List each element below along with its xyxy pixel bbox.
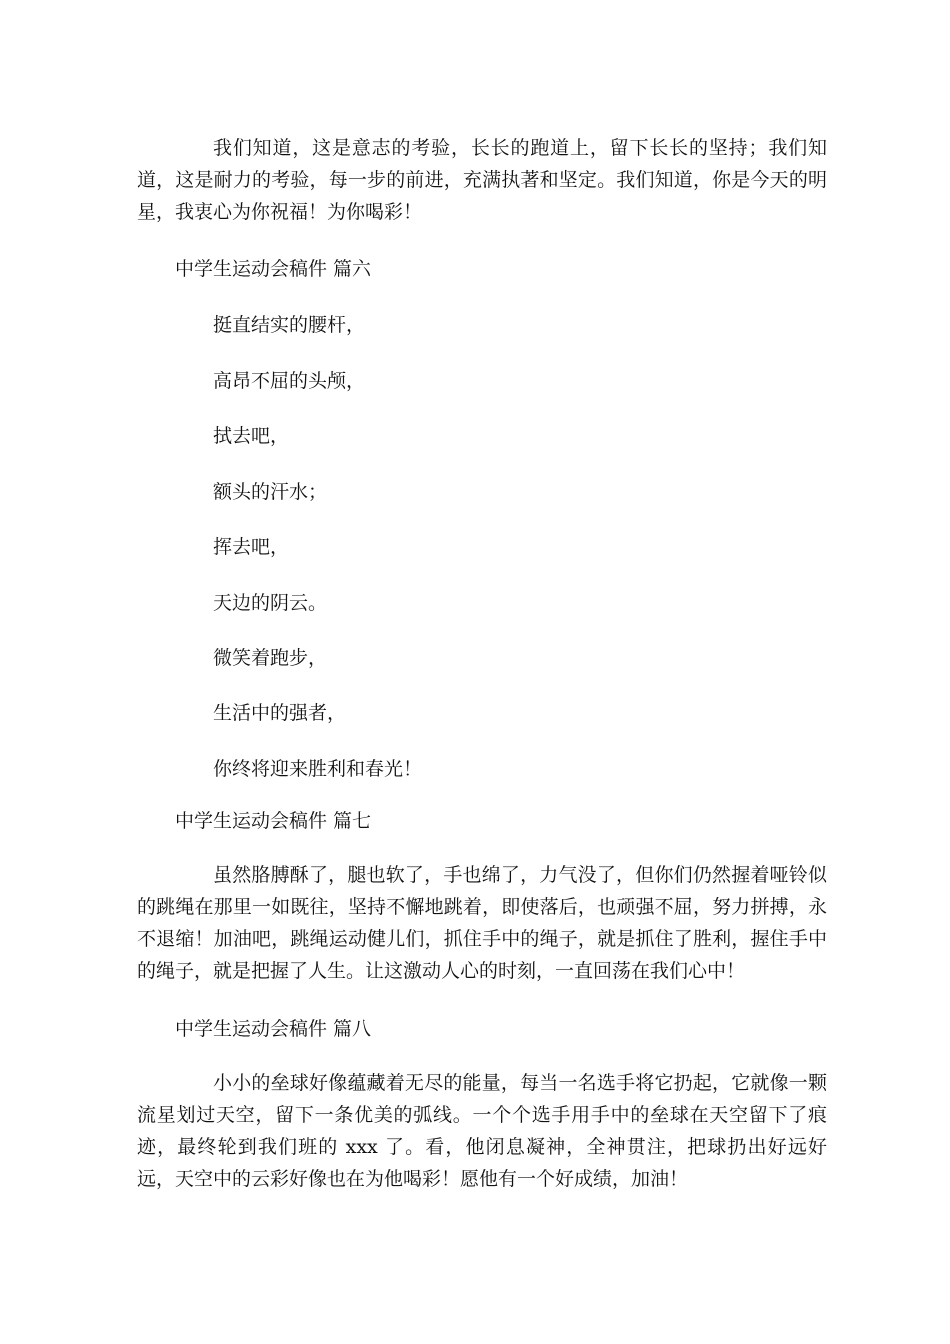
section-heading-6: 中学生运动会稿件 篇六 — [175, 258, 372, 280]
poem-line: 高昂不屈的头颅， — [213, 370, 366, 392]
paragraph-intro: 我们知道，这是意志的考验，长长的跑道上，留下长长的坚持；我们知道，这是耐力的考验，每一步的前进，充满执著和坚定。我们知道，你是今天的明星，我衷心为你祝福！为你喝彩！ — [137, 137, 827, 223]
paragraph-section-8: 小小的垒球好像蕴藏着无尽的能量，每当一名选手将它扔起，它就像一颗流星划过天空，留下一条优美的弧线。一个个选手用手中的垒球在天空留下了痕迹，最终轮到我们班的 xxx 了。看，他闭息凝神，全神贯注，把球扔出好远好远，天空中的云彩好像也在为他喝彩！愿他有一个好成绩，加油！ — [137, 1072, 827, 1190]
poem-line: 拭去吧， — [213, 425, 290, 447]
section-heading-8: 中学生运动会稿件 篇八 — [175, 1018, 372, 1040]
poem-line: 挺直结实的腰杆， — [213, 314, 366, 336]
poem-line: 生活中的强者， — [213, 702, 347, 724]
paragraph-section-7: 虽然胳膊酥了，腿也软了，手也绵了，力气没了，但你们仍然握着哑铃似的跳绳在那里一如既往，坚持不懈地跳着，即使落后，也顽强不屈，努力拼搏，永不退缩！加油吧，跳绳运动健儿们，抓住手中的绳子，就是抓住了胜利，握住手中的绳子，就是把握了人生。让这激动人心的时刻，一直回荡在我们心中！ — [137, 864, 827, 982]
poem-line: 你终将迎来胜利和春光！ — [213, 758, 423, 780]
poem-line: 微笑着跑步， — [213, 647, 328, 669]
section-heading-7: 中学生运动会稿件 篇七 — [175, 810, 372, 832]
poem-line: 挥去吧， — [213, 536, 290, 558]
poem-line: 天边的阴云。 — [213, 592, 328, 614]
poem-line: 额头的汗水； — [213, 481, 328, 503]
